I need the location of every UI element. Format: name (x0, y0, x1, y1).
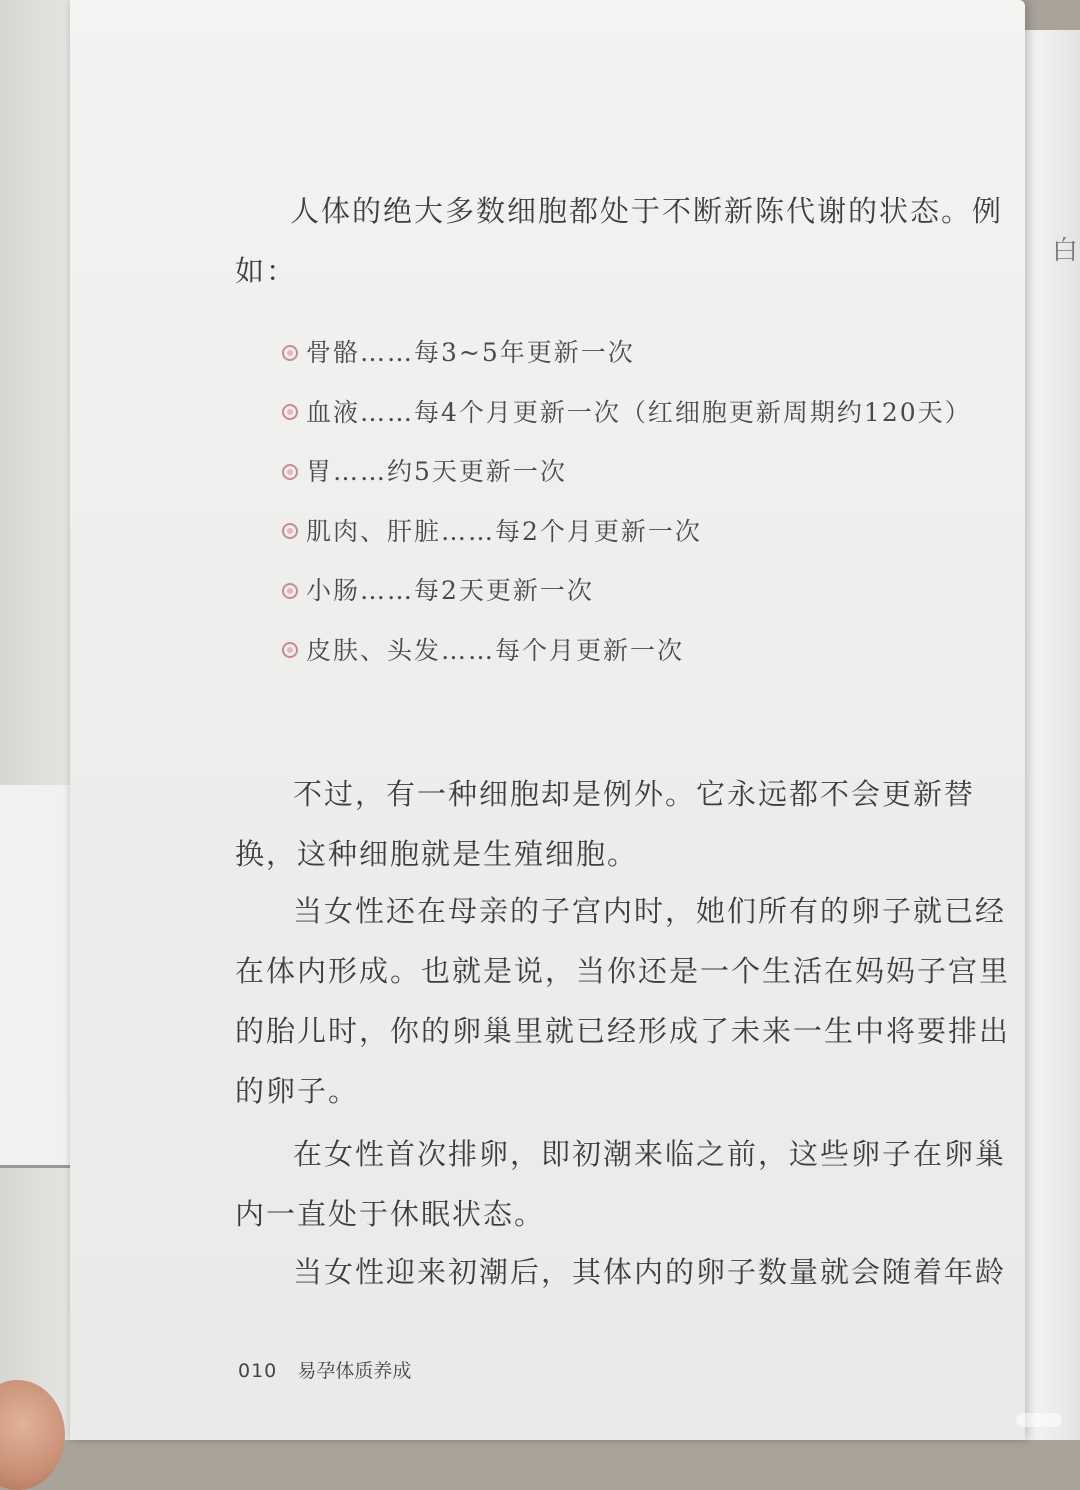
bullet-icon (282, 583, 298, 599)
bullet-icon (282, 642, 298, 658)
paragraph-menarche: 当女性迎来初潮后，其体内的卵子数量就会随着年龄 (293, 1255, 1007, 1289)
bullet-icon (282, 404, 298, 420)
list-item: 肌肉、肝脏……每2个月更新一次 (282, 502, 972, 562)
renewal-list (282, 323, 972, 680)
bullet-icon (282, 523, 298, 539)
bullet-icon (282, 345, 298, 361)
list-item: 胃……约5天更新一次 (282, 442, 972, 502)
page-number: 010 (238, 1360, 278, 1382)
paragraph-exception: 不过，有一种细胞却是例外。它永远都不会更新替换，这种细胞就是生殖细胞。 (235, 777, 976, 871)
book-title: 易孕体质养成 (297, 1360, 412, 1382)
adjacent-page-glyph: 白 (1051, 236, 1078, 266)
list-item: 小肠……每2天更新一次 (282, 561, 972, 621)
book-page (70, 0, 1025, 1440)
paragraph-dormancy: 在女性首次排卵，即初潮来临之前，这些卵子在卵巢内一直处于休眠状态。 (235, 1137, 1007, 1231)
page-footer (238, 1356, 411, 1383)
list-item: 血液……每4个月更新一次（红细胞更新周期约120天） (282, 383, 972, 443)
paragraph-formation: 当女性还在母亲的子宫内时，她们所有的卵子就已经在体内形成。也就是说，当你还是一个生活在妈妈子宫里的胎儿时，你的卵巢里就已经形成了未来一生中将要排出的卵子。 (235, 894, 1011, 1108)
list-item: 骨骼……每3~5年更新一次 (282, 323, 972, 383)
list-item: 皮肤、头发……每个月更新一次 (282, 621, 972, 681)
watermark (1016, 1413, 1062, 1427)
background-object (0, 785, 70, 1168)
bullet-icon (282, 464, 298, 480)
paragraph-intro: 人体的绝大多数细胞都处于不断新陈代谢的状态。例如： (235, 194, 1004, 288)
